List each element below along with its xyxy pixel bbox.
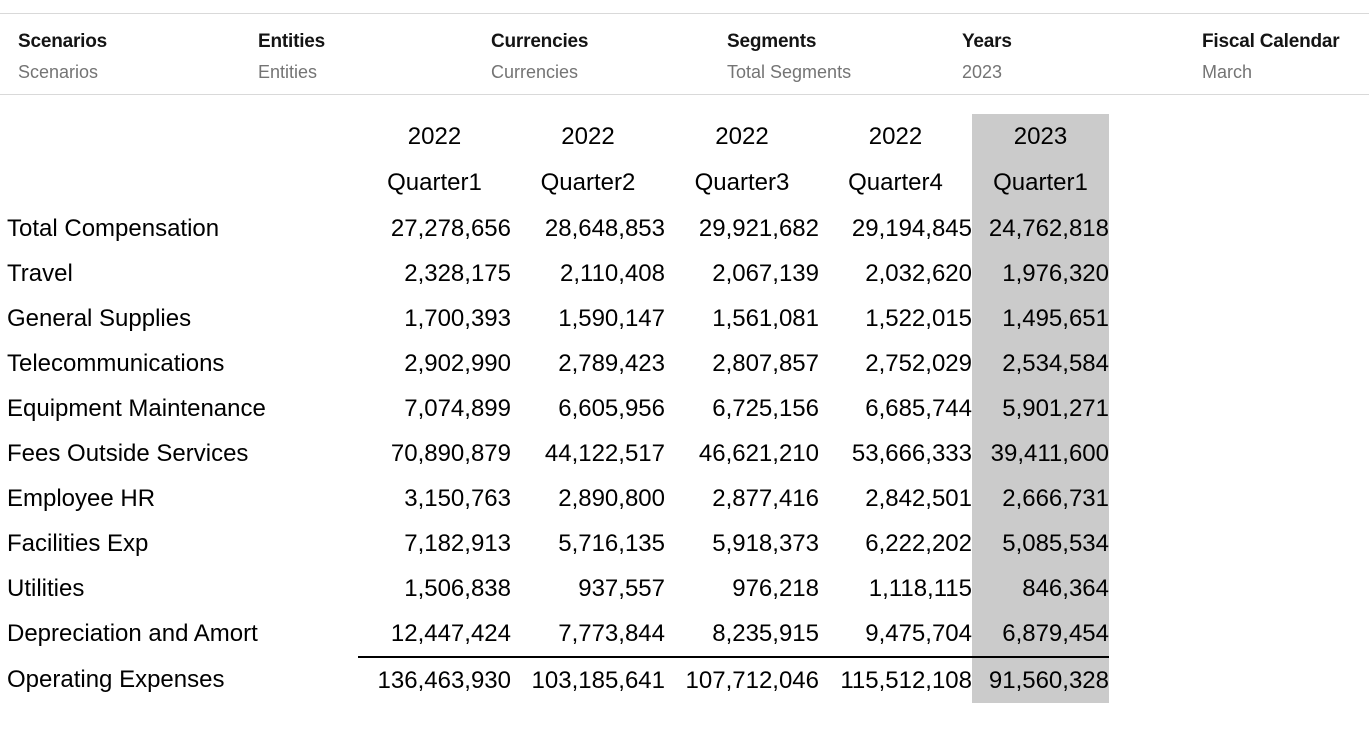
grid-cell[interactable]: 27,278,656 [390, 214, 511, 242]
grid-cell[interactable]: 107,712,046 [665, 657, 819, 703]
row-header[interactable]: General Supplies [7, 304, 192, 332]
row-header[interactable]: Employee HR [7, 484, 156, 512]
grid-cell[interactable]: 6,685,744 [865, 394, 972, 422]
table-row [5, 296, 1109, 341]
grid-cell[interactable]: 2,789,423 [558, 349, 665, 377]
pov-dimension-label: Fiscal Calendar [1202, 31, 1340, 52]
grid-container [5, 114, 1369, 703]
grid-cell[interactable]: 1,700,393 [404, 304, 511, 332]
row-header[interactable]: Depreciation and Amort [7, 620, 258, 647]
column-header-period[interactable]: Quarter1 [387, 169, 482, 196]
grid-cell[interactable]: 2,902,990 [404, 349, 511, 377]
grid-cell[interactable]: 28,648,853 [544, 214, 665, 242]
grid-cell[interactable]: 46,621,210 [698, 439, 819, 467]
pov-item-years[interactable] [962, 31, 1012, 83]
pov-dimension-label: Years [962, 31, 1012, 52]
table-row [5, 251, 1109, 296]
pov-dimension-label: Segments [727, 31, 817, 52]
pov-item-entities[interactable] [258, 31, 325, 83]
period-header-row [5, 160, 1109, 206]
grid-cell[interactable]: 44,122,517 [544, 439, 665, 467]
grid-cell[interactable]: 2,328,175 [404, 259, 511, 287]
grid-cell[interactable]: 12,447,424 [390, 619, 511, 647]
grid-cell[interactable]: 2,807,857 [712, 349, 819, 377]
grid-body [5, 206, 1109, 703]
grid-cell[interactable]: 29,921,682 [698, 214, 819, 242]
table-row [5, 341, 1109, 386]
grid-cell[interactable]: 136,463,930 [358, 657, 511, 703]
corner-cell [5, 114, 358, 160]
grid-cell[interactable]: 70,890,879 [390, 439, 511, 467]
grid-cell[interactable]: 6,222,202 [865, 529, 972, 557]
grid-cell[interactable]: 5,918,373 [712, 529, 819, 557]
pov-bar [0, 13, 1369, 95]
table-row [5, 566, 1109, 611]
data-grid [5, 114, 1109, 703]
row-header[interactable]: Facilities Exp [7, 529, 149, 557]
pov-member-value[interactable]: 2023 [962, 62, 1003, 82]
grid-cell[interactable]: 24,762,818 [972, 206, 1109, 251]
column-header-period[interactable]: Quarter2 [540, 169, 636, 196]
corner-cell [5, 160, 358, 206]
pov-dimension-label: Currencies [491, 31, 589, 52]
row-header[interactable]: Equipment Maintenance [7, 394, 266, 422]
table-row [5, 611, 1109, 657]
row-header[interactable]: Fees Outside Services [7, 439, 249, 467]
pov-member-value[interactable]: Currencies [491, 62, 579, 82]
pov-member-value[interactable]: March [1202, 62, 1253, 82]
pov-member-value[interactable]: Scenarios [18, 62, 99, 82]
grid-cell[interactable]: 1,506,838 [404, 574, 511, 602]
grid-cell[interactable]: 5,085,534 [972, 521, 1109, 566]
grid-cell[interactable]: 6,725,156 [712, 394, 819, 422]
grid-cell[interactable]: 91,560,328 [972, 657, 1109, 703]
grid-cell[interactable]: 2,666,731 [972, 476, 1109, 521]
grid-cell[interactable]: 8,235,915 [712, 619, 819, 647]
grid-cell[interactable]: 39,411,600 [972, 431, 1109, 476]
grid-cell[interactable]: 2,877,416 [712, 484, 819, 512]
grid-cell[interactable]: 5,901,271 [972, 386, 1109, 431]
grid-cell[interactable]: 6,879,454 [972, 611, 1109, 657]
grid-column-headers [5, 114, 1109, 206]
column-header-year[interactable]: 2022 [715, 123, 769, 150]
year-header-row [5, 114, 1109, 160]
grid-cell[interactable]: 937,557 [578, 574, 665, 602]
row-header[interactable]: Telecommunications [7, 349, 225, 377]
grid-cell[interactable]: 115,512,108 [819, 657, 972, 703]
grid-cell[interactable]: 1,495,651 [972, 296, 1109, 341]
grid-cell[interactable]: 1,522,015 [865, 304, 972, 332]
pov-item-currencies[interactable] [491, 31, 588, 83]
grid-cell[interactable]: 7,074,899 [404, 394, 511, 422]
column-header-year[interactable]: 2022 [407, 123, 462, 150]
pov-item-segments[interactable] [727, 31, 851, 83]
grid-cell[interactable]: 976,218 [732, 574, 819, 602]
pov-member-value[interactable]: Entities [258, 62, 318, 82]
table-row [5, 431, 1109, 476]
row-header[interactable]: Utilities [7, 574, 85, 602]
table-row [5, 476, 1109, 521]
grid-cell[interactable]: 1,976,320 [972, 251, 1109, 296]
column-header-year[interactable]: 2023 [972, 114, 1109, 160]
grid-cell[interactable]: 846,364 [972, 566, 1109, 611]
grid-cell[interactable]: 53,666,333 [851, 439, 972, 467]
table-row [5, 657, 1109, 703]
grid-cell[interactable]: 7,182,913 [404, 529, 511, 557]
grid-cell[interactable]: 103,185,641 [511, 657, 665, 703]
table-row [5, 521, 1109, 566]
grid-cell[interactable]: 1,561,081 [712, 304, 819, 332]
pov-dimension-label: Scenarios [18, 31, 108, 52]
grid-cell[interactable]: 29,194,845 [851, 214, 972, 242]
grid-cell[interactable]: 1,590,147 [558, 304, 665, 332]
column-header-period[interactable]: Quarter4 [848, 169, 943, 196]
column-header-year[interactable]: 2022 [561, 123, 615, 150]
grid-cell[interactable]: 6,605,956 [558, 394, 665, 422]
column-header-period[interactable]: Quarter1 [972, 160, 1109, 206]
grid-cell[interactable]: 2,032,620 [865, 259, 972, 287]
row-header[interactable]: Travel [7, 259, 73, 287]
pov-item-fiscal-calendar[interactable] [1202, 31, 1339, 83]
grid-cell[interactable]: 2,890,800 [558, 484, 665, 512]
row-header[interactable]: Operating Expenses [7, 666, 225, 693]
grid-cell[interactable]: 1,118,115 [868, 574, 972, 602]
table-row [5, 206, 1109, 251]
grid-cell[interactable]: 2,110,408 [560, 259, 665, 287]
grid-cell[interactable]: 7,773,844 [558, 619, 665, 647]
pov-dimension-label: Entities [258, 31, 326, 52]
table-row [5, 386, 1109, 431]
grid-cell[interactable]: 3,150,763 [404, 484, 511, 512]
grid-cell[interactable]: 2,534,584 [972, 341, 1109, 386]
grid-cell[interactable]: 2,842,501 [865, 484, 972, 512]
column-header-year[interactable]: 2022 [868, 123, 923, 150]
grid-cell[interactable]: 9,475,704 [865, 619, 972, 647]
pov-member-value[interactable]: Total Segments [727, 62, 852, 82]
column-header-period[interactable]: Quarter3 [694, 169, 790, 196]
pov-item-scenarios[interactable] [18, 31, 107, 83]
grid-cell[interactable]: 5,716,135 [558, 529, 665, 557]
grid-cell[interactable]: 2,752,029 [865, 349, 972, 377]
grid-cell[interactable]: 2,067,139 [712, 259, 819, 287]
row-header[interactable]: Total Compensation [7, 214, 220, 242]
